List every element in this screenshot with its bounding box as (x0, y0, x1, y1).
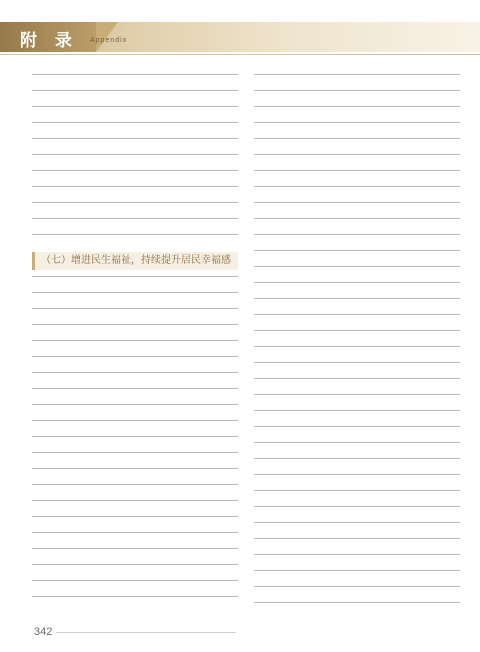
header-subtitle: Appendix (90, 37, 128, 44)
paragraph-block (32, 276, 238, 608)
section-heading: （七）增进民生福祉，持续提升居民幸福感 (32, 252, 238, 270)
page-number: 342 (34, 626, 53, 638)
left-column (32, 74, 238, 614)
paragraph-block (254, 74, 460, 614)
footer-divider (56, 632, 236, 633)
header-divider (0, 54, 480, 55)
paragraph-block (32, 74, 238, 250)
header-title: 附 录 (20, 31, 78, 51)
right-column (254, 74, 460, 614)
page-header (0, 0, 480, 56)
